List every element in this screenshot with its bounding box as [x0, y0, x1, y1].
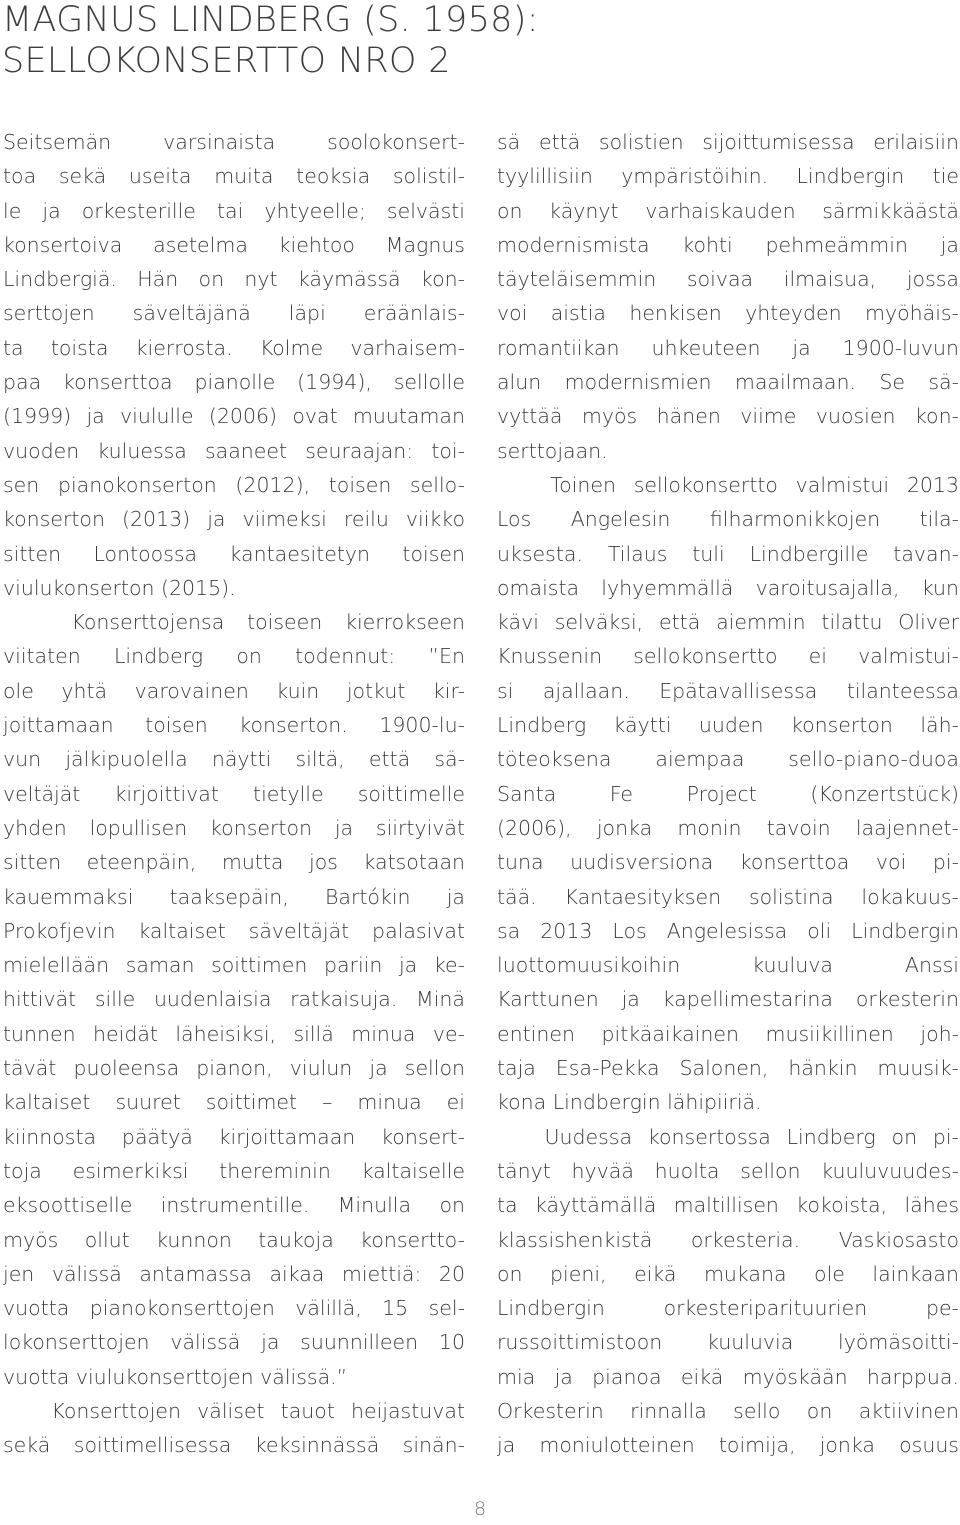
text-line: Lindbergiä. Hän on nyt käymässä kon- — [3, 267, 465, 292]
text-line: sen pianokonserton (2012), toisen sello- — [3, 472, 465, 497]
text-line: viulukonserton (2015). — [3, 575, 236, 600]
text-line: kaltaiset suuret soittimet – minua ei — [3, 1090, 465, 1115]
text-line: tävät puoleensa pianon, viulun ja sellon — [3, 1056, 465, 1081]
text-line: Toinen sellokonsertto valmistui 2013 — [497, 472, 959, 497]
text-line: vuoden kuluessa saaneet seuraajan: toi- — [3, 438, 465, 463]
text-line: Seitsemän varsinaista soolokonsert- — [3, 130, 465, 154]
page-title — [2, 0, 942, 82]
text-line: russoittimistoon kuuluvia lyömäsoitti- — [497, 1330, 959, 1355]
text-line: jen välissä antamassa aikaa miettiä: 20 — [3, 1261, 465, 1286]
page-number: 8 — [473, 1498, 487, 1520]
title-line-1: MAGNUS LINDBERG (S. 1958): — [2, 0, 539, 40]
text-line: tuna uudisversiona konserttoa voi pi- — [497, 850, 959, 875]
text-line: mielellään saman soittimen pariin ja ke- — [3, 953, 465, 978]
text-line: Konserttojensa toiseen kierrokseen — [3, 610, 465, 635]
text-line: uksesta. Tilaus tuli Lindbergille tavan- — [497, 541, 959, 566]
text-line: ole yhtä varovainen kuin jotkut kir- — [3, 678, 465, 703]
text-line: konsertoiva asetelma kiehtoo Magnus — [3, 232, 465, 257]
text-line: serttojaan. — [497, 438, 608, 463]
text-line: mia ja pianoa eikä myöskään harppua. — [497, 1364, 959, 1389]
text-line: Konserttojen väliset tauot heijastuvat — [3, 1398, 465, 1423]
text-line: luottomuusikoihin kuuluva Anssi — [497, 953, 959, 978]
text-line: romantiikan uhkeuteen ja 1900-luvun — [497, 335, 959, 360]
text-line: täyteläisemmin soivaa ilmaisua, jossa — [497, 267, 959, 292]
text-line: on pieni, eikä mukana ole lainkaan — [497, 1261, 959, 1286]
text-line: yhden lopullisen konserton ja siirtyivät — [3, 815, 465, 840]
text-line: ta toista kierrosta. Kolme varhaisem- — [3, 335, 465, 360]
text-line: omaista lyhyemmällä varoitusajalla, kun — [497, 575, 959, 600]
text-line: vyttää myös hänen viime vuosien kon- — [497, 404, 959, 429]
text-column-right — [497, 125, 959, 1463]
text-line: ta käyttämällä maltillisen kokoista, lähes — [497, 1193, 959, 1218]
text-line: sä että solistien sijoittumisessa erilaisiin — [497, 130, 959, 154]
text-line: entinen pitkäaikainen musiikillinen joh- — [497, 1021, 959, 1046]
text-line: kauemmaksi taaksepäin, Bartókin ja — [3, 884, 465, 909]
text-line: tunnen heidät läheisiksi, sillä minua ve- — [3, 1021, 465, 1046]
text-line: Orkesterin rinnalla sello on aktiivinen — [497, 1398, 959, 1423]
text-line: Lindbergin orkesteriparituurien pe- — [497, 1296, 959, 1321]
text-line: Los Angelesin filharmonikkojen tila- — [497, 507, 959, 532]
text-line: kiinnosta päätyä kirjoittamaan konsert- — [3, 1124, 465, 1149]
text-line: modernismista kohti pehmeämmin ja — [497, 232, 959, 257]
text-line: Santa Fe Project (Konzertstück) — [497, 781, 959, 806]
text-line: alun modernismien maailmaan. Se sä- — [497, 370, 959, 395]
text-line: sekä soittimellisessa keksinnässä sinän- — [3, 1433, 465, 1458]
text-line: sitten Lontoossa kantaesitetyn toisen — [3, 541, 465, 566]
text-line: si ajallaan. Epätavallisessa tilanteessa — [497, 678, 959, 703]
text-line: ja moniulotteinen toimija, jonka osuus — [497, 1433, 959, 1458]
text-line: Prokofjevin kaltaiset säveltäjät palasivat — [3, 918, 465, 943]
text-line: vun jälkipuolella näytti siltä, että sä- — [3, 747, 465, 772]
text-line: kävi selväksi, että aiemmin tilattu Oliver — [497, 610, 959, 635]
text-line: Uudessa konsertossa Lindberg on pi- — [497, 1124, 959, 1149]
text-line: sa 2013 Los Angelesissa oli Lindbergin — [497, 918, 959, 943]
text-line: sitten eteenpäin, mutta jos katsotaan — [3, 850, 465, 875]
text-line: lokonserttojen välissä ja suunnilleen 10 — [3, 1330, 465, 1355]
text-line: tyylillisiin ympäristöihin. Lindbergin tie — [497, 164, 959, 189]
text-line: hittivät sille uudenlaisia ratkaisuja. Minä — [3, 987, 465, 1012]
title-line-2: SELLOKONSERTTO NRO 2 — [2, 41, 451, 81]
text-line: töteoksena aiempaa sello-piano-duoa — [497, 747, 959, 772]
text-line: le ja orkesterille tai yhtyeelle; selvästi — [3, 198, 465, 223]
text-line: vuotta pianokonserttojen välillä, 15 sel- — [3, 1296, 465, 1321]
text-line: (1999) ja viululle (2006) ovat muutaman — [3, 404, 465, 429]
text-line: paa konserttoa pianolle (1994), sellolle — [3, 370, 465, 395]
text-line: tänyt hyvää huolta sellon kuuluvuudes- — [497, 1158, 959, 1183]
text-line: eksoottiselle instrumentille. Minulla on — [3, 1193, 465, 1218]
text-column-left — [3, 125, 465, 1463]
text-line: (2006), jonka monin tavoin laajennet- — [497, 815, 959, 840]
text-line: Knussenin sellokonsertto ei valmistui- — [497, 644, 959, 669]
text-line: Karttunen ja kapellimestarina orkesterin — [497, 987, 959, 1012]
text-line: klassishenkistä orkesteria. Vaskiosasto — [497, 1227, 959, 1252]
text-line: Lindberg käytti uuden konserton läh- — [497, 713, 959, 738]
text-line: serttojen säveltäjänä läpi eräänlais- — [3, 301, 465, 326]
text-line: myös ollut kunnon taukoja konsertto- — [3, 1227, 465, 1252]
text-line: vuotta viulukonserttojen välissä.” — [3, 1364, 348, 1389]
text-line: taja Esa-Pekka Salonen, hänkin muusik- — [497, 1056, 959, 1081]
text-line: joittamaan toisen konserton. 1900-lu- — [3, 713, 465, 738]
text-line: veltäjät kirjoittivat tietylle soittimelle — [3, 781, 465, 806]
text-line: kona Lindbergin lähipiiriä. — [497, 1090, 762, 1115]
text-line: toja esimerkiksi thereminin kaltaiselle — [3, 1158, 465, 1183]
text-line: toa sekä useita muita teoksia solistil- — [3, 164, 465, 189]
text-line: tää. Kantaesityksen solistina lokakuus- — [497, 884, 959, 909]
text-line: voi aistia henkisen yhteyden myöhäis- — [497, 301, 959, 326]
text-line: konserton (2013) ja viimeksi reilu viikko — [3, 507, 465, 532]
text-line: viitaten Lindberg on todennut: ”En — [3, 644, 465, 669]
text-line: on käynyt varhaiskauden särmikkäästä — [497, 198, 959, 223]
